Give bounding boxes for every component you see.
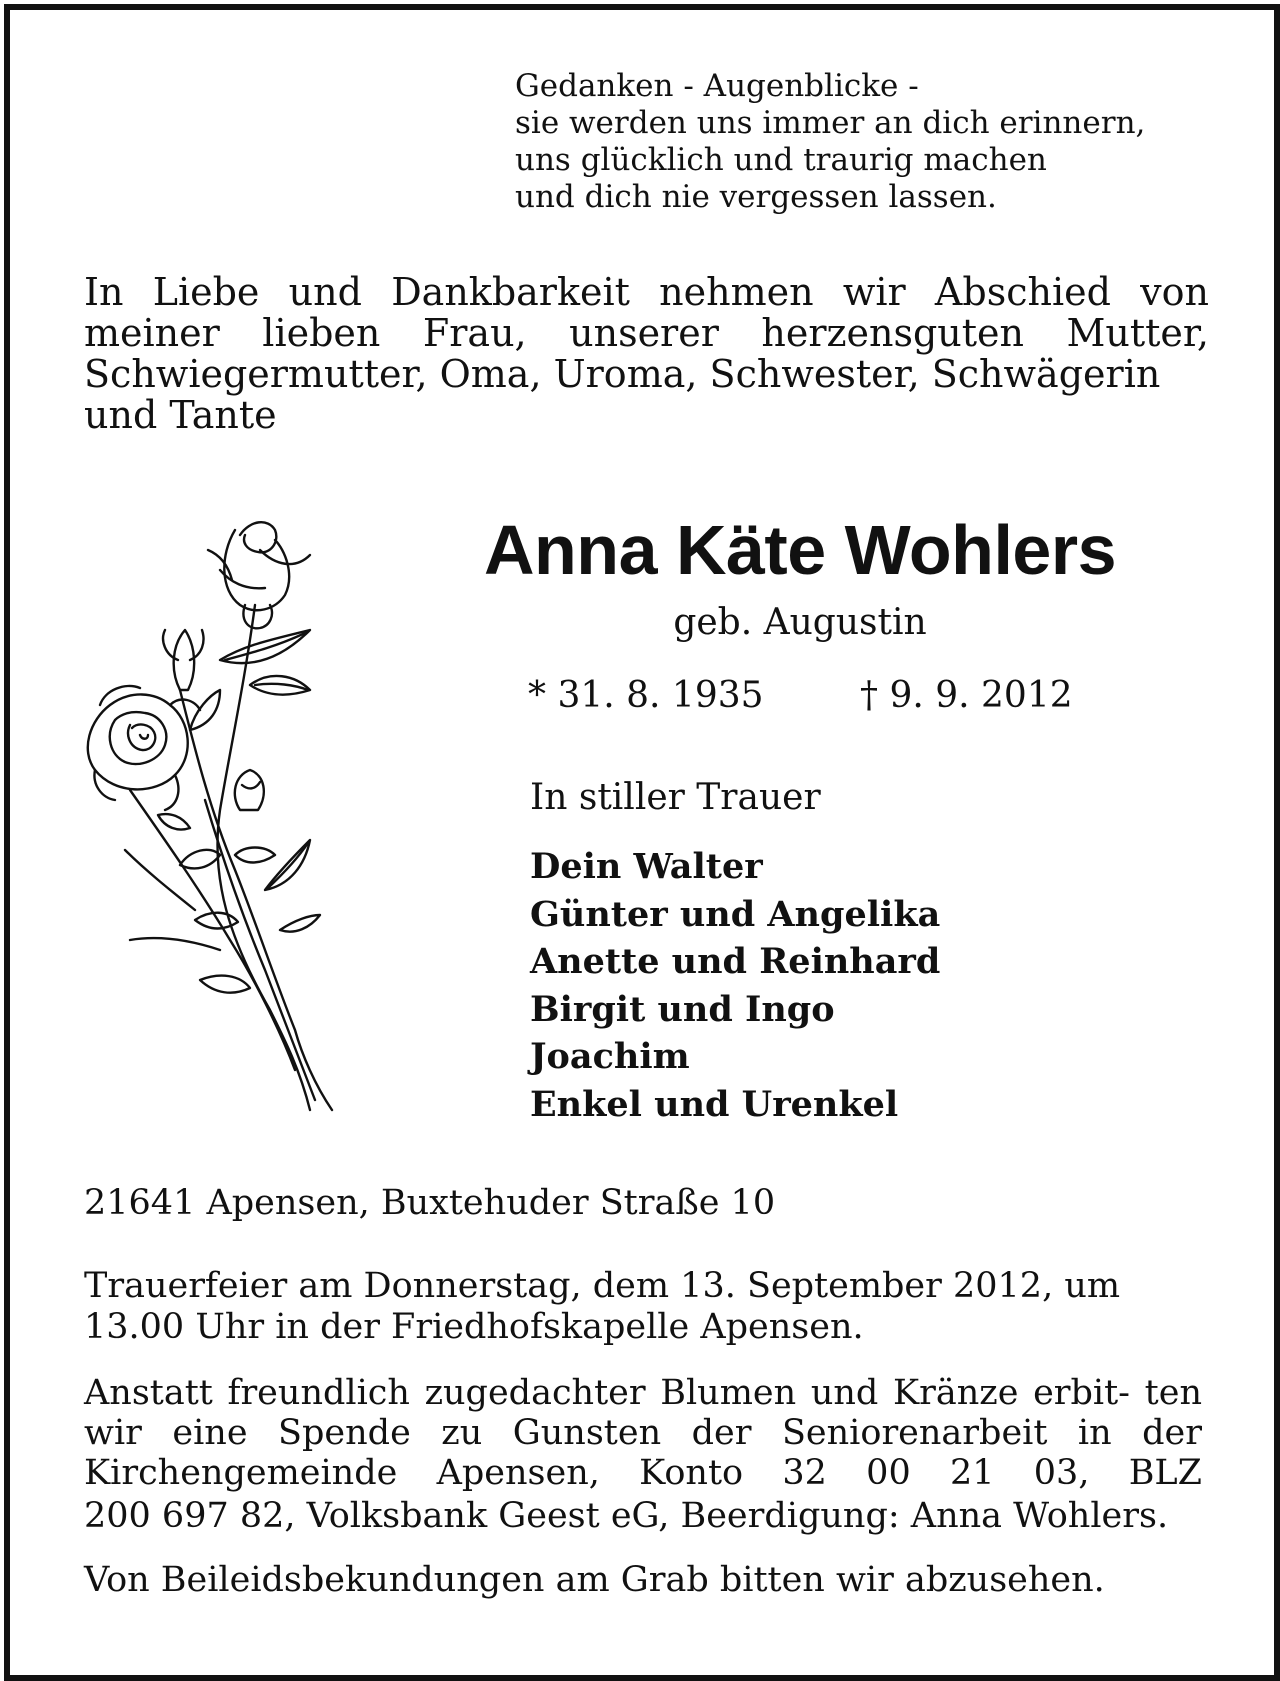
- rose-icon: [70, 510, 360, 1120]
- deceased-name: Anna Käte Wohlers: [484, 511, 1116, 589]
- intro-text-last-line: und Tante: [84, 393, 277, 437]
- mourner-name: Birgit und Ingo: [530, 988, 835, 1030]
- mourner-name: Günter und Angelika: [530, 893, 941, 935]
- mourner-name: Dein Walter: [530, 846, 763, 887]
- address: 21641 Apensen, Buxtehuder Straße 10: [84, 1183, 776, 1223]
- mourning-heading: In stiller Trauer: [530, 777, 821, 818]
- mourner-name: Enkel und Urenkel: [530, 1083, 899, 1125]
- poem: [515, 68, 1215, 216]
- intro-text: In Liebe und Dankbarkeit nehmen wir Abschied von meiner lieben Frau, unserer herzensguten Mutter, Schwiegermutter, Oma, Uroma, Schwester, Schwägerin: [84, 270, 1209, 396]
- birth-date: * 31. 8. 1935: [528, 675, 764, 716]
- service-info-line1: Trauerfeier am Donnerstag, dem 13. September 2012, um: [84, 1266, 1121, 1306]
- donation-request: Anstatt freundlich zugedachter Blumen und Kränze erbit- ten wir eine Spende zu Gunsten der Seniorenarbeit in der Kirchengemeinde Apensen, Konto 32 00 21 03, BLZ: [84, 1373, 1202, 1493]
- poem-line: Gedanken - Augenblicke -: [515, 68, 919, 104]
- poem-line: und dich nie vergessen lassen.: [515, 179, 997, 215]
- death-date: † 9. 9. 2012: [860, 675, 1073, 716]
- condolence-note: Von Beileidsbekundungen am Grab bitten wir abzusehen.: [84, 1560, 1105, 1600]
- mourner-name: Joachim: [530, 1036, 690, 1077]
- poem-line: uns glücklich und traurig machen: [515, 142, 1047, 178]
- mourner-name: Anette und Reinhard: [530, 941, 941, 982]
- service-info-line2: 13.00 Uhr in der Friedhofskapelle Apensen.: [84, 1307, 864, 1347]
- poem-line: sie werden uns immer an dich erinnern,: [515, 105, 1146, 141]
- donation-request-last-line: 200 697 82, Volksbank Geest eG, Beerdigung: Anna Wohlers.: [84, 1496, 1169, 1536]
- maiden-name: geb. Augustin: [673, 602, 927, 643]
- mourners-list: [530, 843, 940, 1128]
